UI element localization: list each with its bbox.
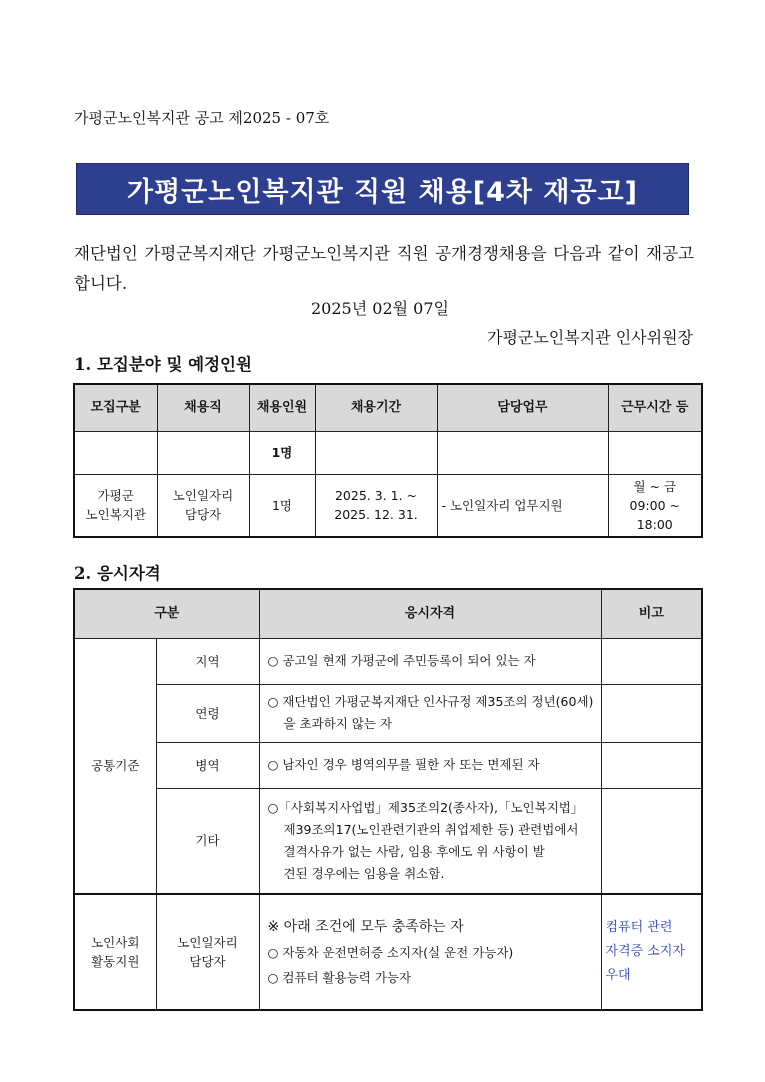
table-row xyxy=(74,788,702,894)
qualification-table xyxy=(73,588,703,1011)
table-row xyxy=(74,894,702,1010)
table-header-row xyxy=(74,589,702,638)
notice-number: 가평군노인복지관 공고 제2025 - 07호 xyxy=(74,109,330,127)
qualification-cell: ○ 재단법인 가평군복지재단 인사규정 제35조의 정년(60세) 을 초과하지 않는 자 xyxy=(259,684,601,742)
page-title: 가평군노인복지관 직원 채용[4차 재공고] xyxy=(127,176,638,208)
section2-title: 2. 응시자격 xyxy=(74,564,161,583)
category-cell: 기타 xyxy=(156,788,259,894)
duty-cell: - 노인일자리 업무지원 xyxy=(437,474,608,537)
title-banner xyxy=(76,163,689,215)
position-cell: 노인일자리 담당자 xyxy=(157,474,249,537)
qualification-cell: ※ 아래 조건에 모두 충족하는 자 ○ 자동차 운전면허증 소지자(실 운전 가능자) ○ 컴퓨터 활용능력 가능자 xyxy=(259,894,601,1010)
table-row xyxy=(74,742,702,788)
period-cell: 2025. 3. 1. ~ 2025. 12. 31. xyxy=(315,474,437,537)
header-note: 비고 xyxy=(601,589,702,638)
recruitment-table xyxy=(73,383,703,538)
group-cell: 노인사회 활동지원 xyxy=(74,894,156,1010)
header-period: 채용기간 xyxy=(315,384,437,431)
category-cell: 병역 xyxy=(156,742,259,788)
table-row-total xyxy=(74,431,702,474)
issuer: 가평군노인복지관 인사위원장 xyxy=(486,328,693,347)
table-header-row xyxy=(74,384,702,431)
common-criteria-cell: 공통기준 xyxy=(74,638,156,894)
header-count: 채용인원 xyxy=(249,384,315,431)
count-cell: 1명 xyxy=(249,474,315,537)
total-count: 1명 xyxy=(249,431,315,474)
category-cell: 지역 xyxy=(156,638,259,684)
table-row xyxy=(74,638,702,684)
qualification-cell: ○ 공고일 현재 가평군에 주민등록이 되어 있는 자 xyxy=(259,638,601,684)
announcement-date: 2025년 02월 07일 xyxy=(311,299,449,318)
table-row xyxy=(74,474,702,537)
note-cell: 컴퓨터 관련 자격증 소지자 우대 xyxy=(601,894,702,1010)
table-row xyxy=(74,684,702,742)
intro-text: 재단법인 가평군복지재단 가평군노인복지관 직원 공개경쟁채용을 다음과 같이 재공고합니다. xyxy=(74,244,694,293)
header-duty: 담당업무 xyxy=(437,384,608,431)
position-cell: 노인일자리 담당자 xyxy=(156,894,259,1010)
category-cell: 연령 xyxy=(156,684,259,742)
header-hours: 근무시간 등 xyxy=(608,384,702,431)
division-cell: 가평군 노인복지관 xyxy=(74,474,157,537)
section1-title: 1. 모집분야 및 예정인원 xyxy=(74,355,252,374)
header-qualification: 응시자격 xyxy=(259,589,601,638)
header-category: 구분 xyxy=(74,589,259,638)
hours-cell: 월 ~ 금 09:00 ~ 18:00 xyxy=(608,474,702,537)
header-position: 채용직 xyxy=(157,384,249,431)
header-division: 모집구분 xyxy=(74,384,157,431)
qualification-cell: ○ 남자인 경우 병역의무를 필한 자 또는 면제된 자 xyxy=(259,742,601,788)
qualification-cell: ○「사회복지사업법」제35조의2(종사자),「노인복지법」 제39조의17(노인관련기관의 취업제한 등) 관련법에서 결격사유가 없는 사람, 임용 후에도 위 사항이 발 견된 경우에는 임용을 취소함. xyxy=(259,788,601,894)
